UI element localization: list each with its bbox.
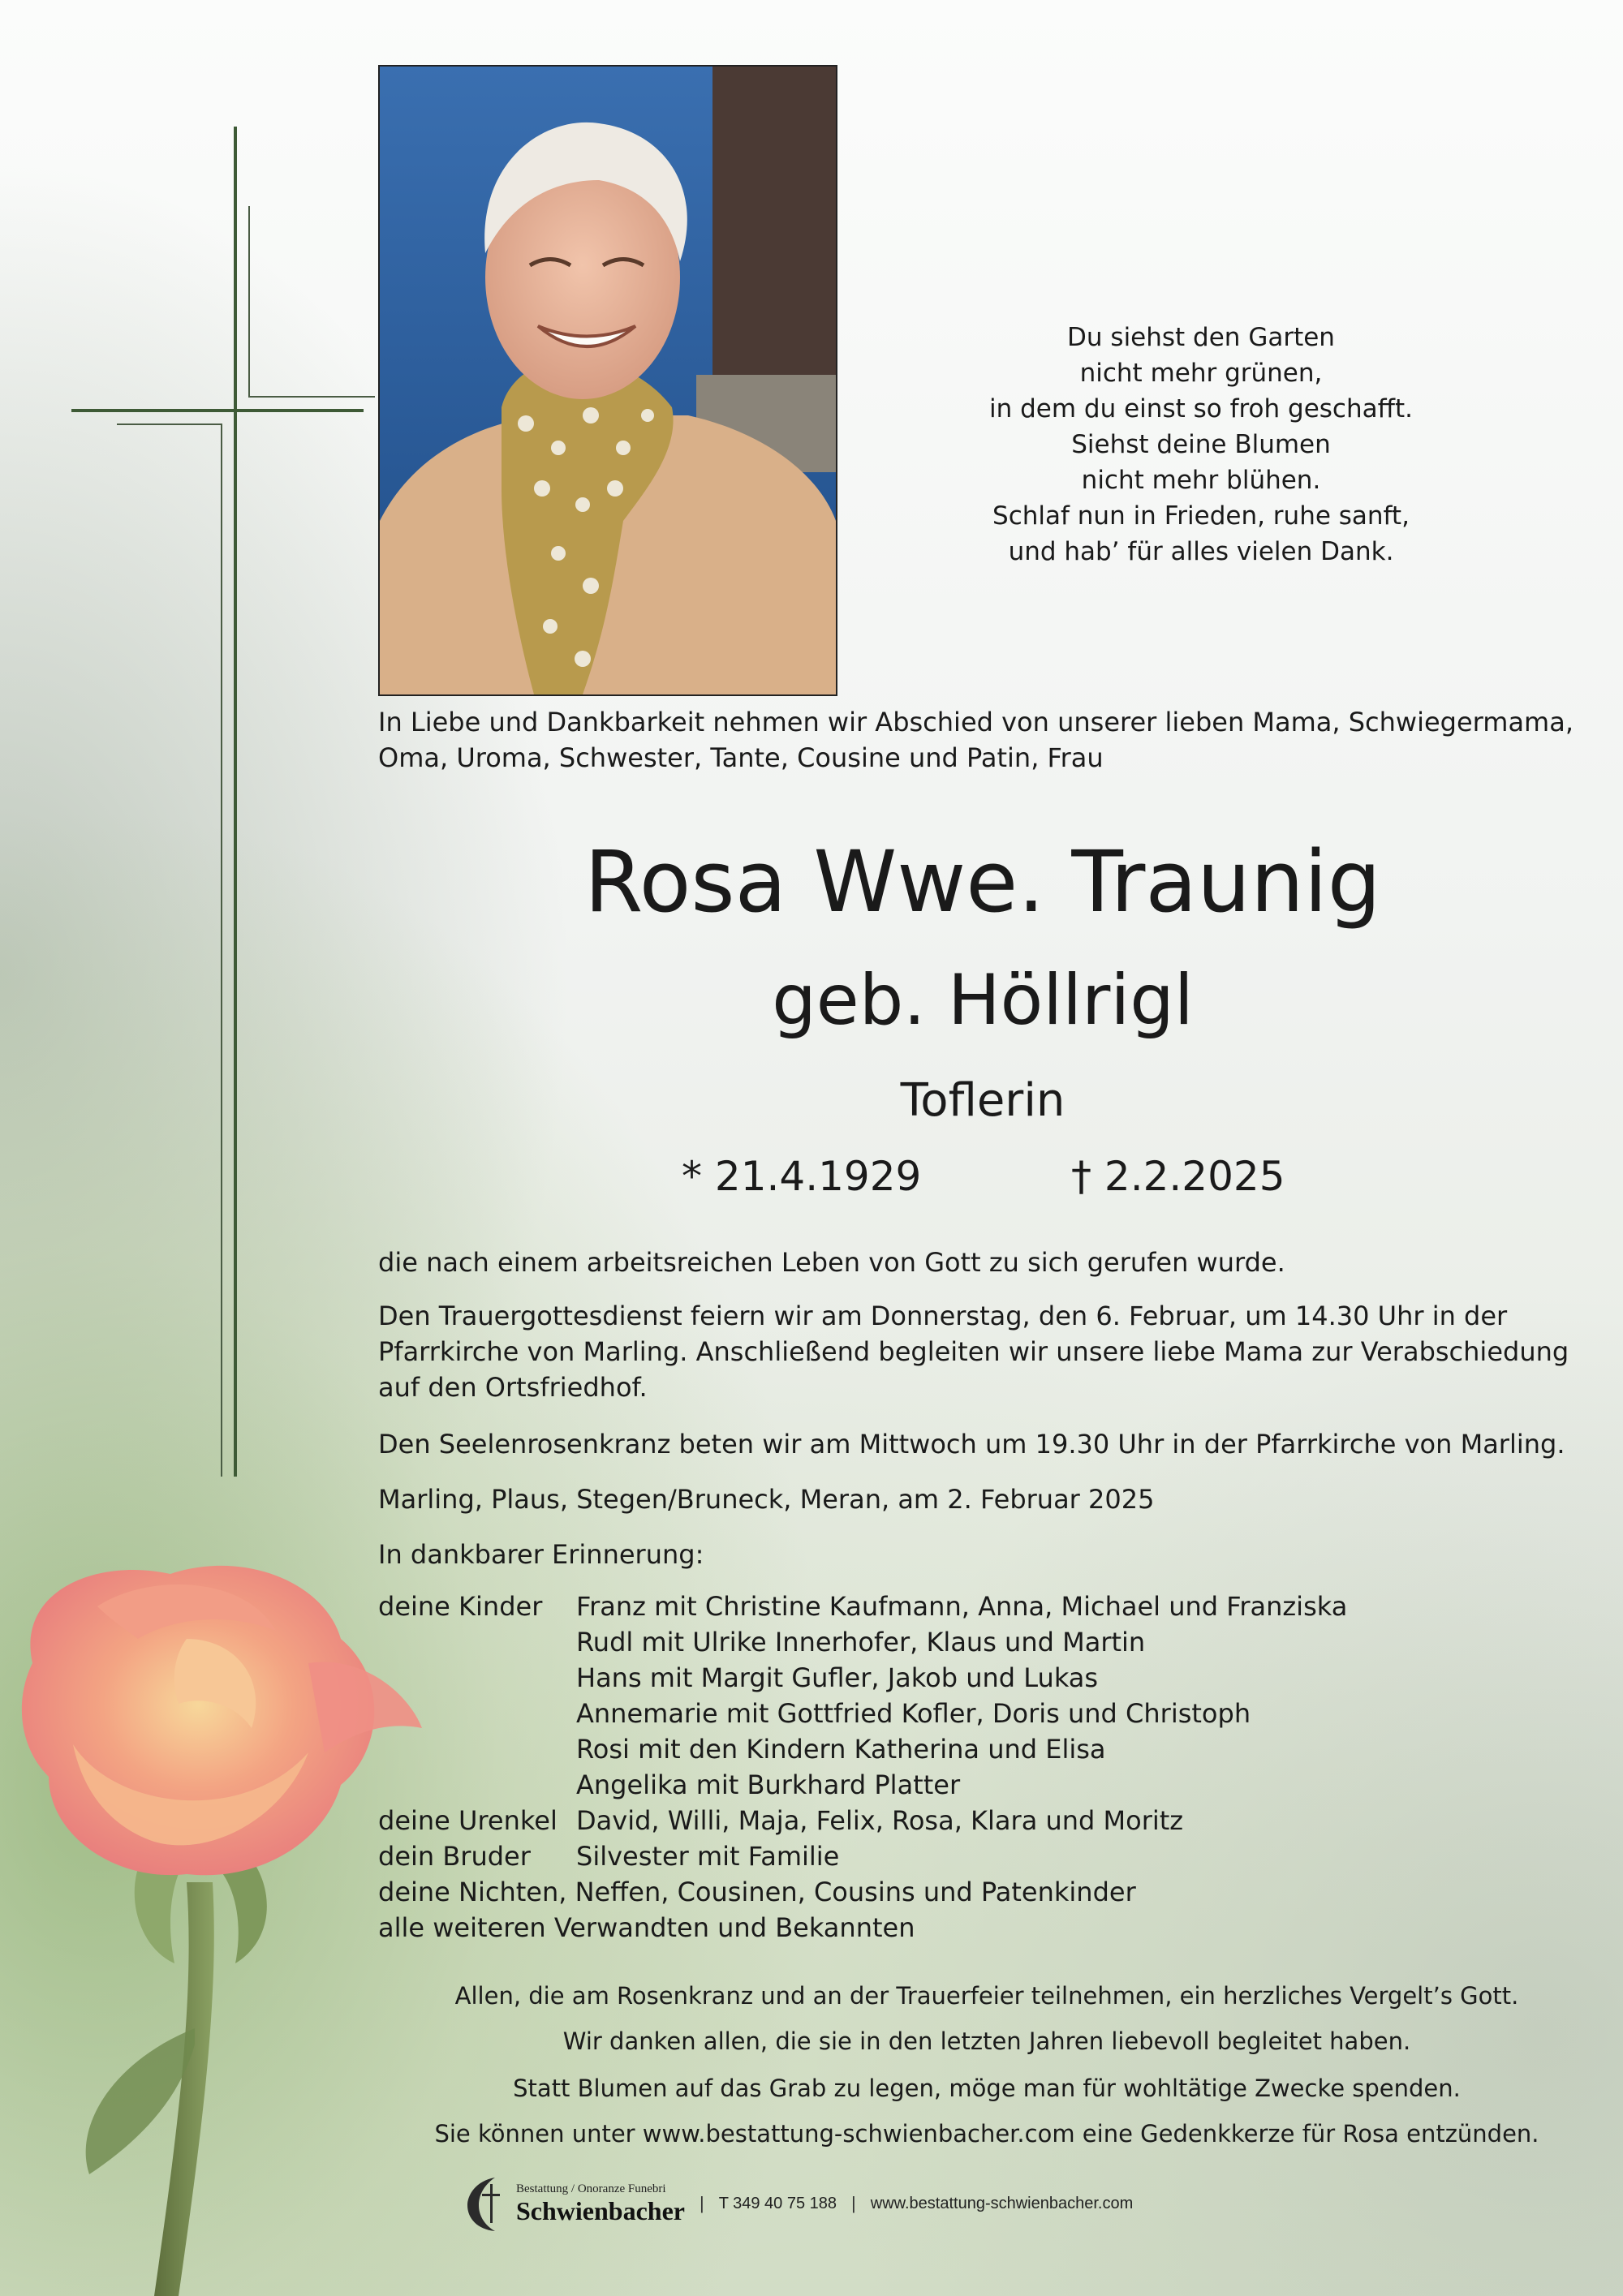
poem-line: in dem du einst so froh geschafft. bbox=[989, 394, 1413, 424]
intro-text bbox=[378, 704, 1595, 776]
family-extra-line: alle weiteren Verwandten und Bekannten bbox=[378, 1912, 915, 1943]
family-name-line: Rudl mit Ulrike Innerhofer, Klaus und Martin bbox=[576, 1627, 1146, 1658]
cross-inner-line bbox=[248, 206, 250, 398]
thanks-line: Sie können unter www.bestattung-schwienbacher.com eine Gedenkkerze für Rosa entzünden. bbox=[434, 2120, 1539, 2148]
poem-line: nicht mehr blühen. bbox=[1081, 466, 1321, 495]
cross-vertical-line bbox=[234, 127, 237, 1477]
logo-brand: Schwienbacher bbox=[516, 2195, 685, 2225]
poem bbox=[941, 320, 1461, 570]
cross-inner-line bbox=[221, 424, 222, 1477]
family-name-line: Annemarie mit Gottfried Kofler, Doris und Christoph bbox=[576, 1698, 1251, 1729]
logo-tagline: Bestattung / Onoranze Funebri bbox=[516, 2182, 666, 2195]
family-row-brother bbox=[378, 1838, 1595, 1874]
cross-inner-line bbox=[248, 396, 375, 398]
cross-horizontal-line bbox=[71, 409, 364, 412]
poem-line: Schlaf nun in Frieden, ruhe sanft, bbox=[992, 501, 1410, 531]
thanks-line: Statt Blumen auf das Grab zu legen, möge man für wohltätige Zwecke spenden. bbox=[513, 2075, 1461, 2102]
deceased-name: Rosa Wwe. Traunig bbox=[584, 832, 1381, 931]
family-list bbox=[378, 1589, 1595, 1946]
footer-separator: | bbox=[700, 2193, 704, 2213]
thanks-line: Wir danken allen, die sie in den letzten Jahren liebevoll begleitet haben. bbox=[562, 2027, 1411, 2055]
family-names bbox=[576, 1589, 1347, 1803]
family-name-line: Silvester mit Familie bbox=[576, 1841, 840, 1872]
paragraph-funeral-service bbox=[378, 1298, 1595, 1405]
paragraph-called-home: die nach einem arbeitsreichen Leben von Gott zu sich gerufen wurde. bbox=[378, 1247, 1285, 1278]
funeral-home-logo bbox=[516, 2182, 685, 2225]
text-line: Pfarrkirche von Marling. Anschließend begleiten wir unsere liebe Mama zur Verabschiedung bbox=[378, 1336, 1569, 1367]
family-row-children bbox=[378, 1589, 1595, 1803]
family-name-line: Angelika mit Burkhard Platter bbox=[576, 1769, 961, 1800]
footer-phone: T 349 40 75 188 bbox=[718, 2194, 837, 2212]
footer-separator: | bbox=[851, 2193, 856, 2213]
family-name-line: Franz mit Christine Kaufmann, Anna, Michael und Franziska bbox=[576, 1591, 1348, 1622]
text-line: auf den Ortsfriedhof. bbox=[378, 1372, 648, 1403]
thanks-line: Allen, die am Rosenkranz und an der Trauerfeier teilnehmen, ein herzliches Vergelt’s Gott. bbox=[454, 1982, 1519, 2010]
family-name-line: David, Willi, Maja, Felix, Rosa, Klara und Moritz bbox=[576, 1805, 1184, 1836]
poem-line: und hab’ für alles vielen Dank. bbox=[1008, 537, 1394, 566]
cross-logo-icon bbox=[463, 2173, 511, 2234]
remembrance-heading: In dankbarer Erinnerung: bbox=[378, 1539, 704, 1570]
house-name: Toflerin bbox=[900, 1074, 1065, 1127]
family-extra-line: deine Nichten, Neffen, Cousinen, Cousins und Patenkinder bbox=[378, 1877, 1136, 1907]
portrait-photo bbox=[378, 65, 837, 696]
death-date: † 2.2.2025 bbox=[1071, 1153, 1285, 1200]
family-name-line: Hans mit Margit Gufler, Jakob und Lukas bbox=[576, 1662, 1099, 1693]
cross-inner-line bbox=[117, 424, 222, 425]
text-line: Den Trauergottesdienst feiern wir am Donnerstag, den 6. Februar, um 14.30 Uhr in der bbox=[378, 1301, 1508, 1331]
family-row-great-grandchildren bbox=[378, 1803, 1595, 1838]
poem-line: Du siehst den Garten bbox=[1067, 323, 1335, 352]
family-label: dein Bruder bbox=[378, 1841, 531, 1872]
maiden-name: geb. Höllrigl bbox=[772, 960, 1194, 1041]
paragraph-rosary: Den Seelenrosenkranz beten wir am Mittwoch um 19.30 Uhr in der Pfarrkirche von Marling. bbox=[378, 1429, 1565, 1460]
family-label: deine Urenkel bbox=[378, 1805, 558, 1836]
family-label: deine Kinder bbox=[378, 1591, 543, 1622]
family-name-line: Rosi mit den Kindern Katherina und Elisa bbox=[576, 1734, 1106, 1765]
poem-line: nicht mehr grünen, bbox=[1079, 359, 1323, 388]
poem-line: Siehst deine Blumen bbox=[1071, 430, 1331, 459]
intro-line: In Liebe und Dankbarkeit nehmen wir Abschied von unserer lieben Mama, Schwiegermama, bbox=[378, 707, 1573, 737]
place-and-date: Marling, Plaus, Stegen/Bruneck, Meran, am 2. Februar 2025 bbox=[378, 1484, 1155, 1515]
birth-date: * 21.4.1929 bbox=[682, 1153, 922, 1200]
funeral-home-footer bbox=[463, 2171, 1133, 2236]
footer-website-link[interactable]: www.bestattung-schwienbacher.com bbox=[870, 2194, 1134, 2212]
intro-line: Oma, Uroma, Schwester, Tante, Cousine und Patin, Frau bbox=[378, 742, 1104, 773]
